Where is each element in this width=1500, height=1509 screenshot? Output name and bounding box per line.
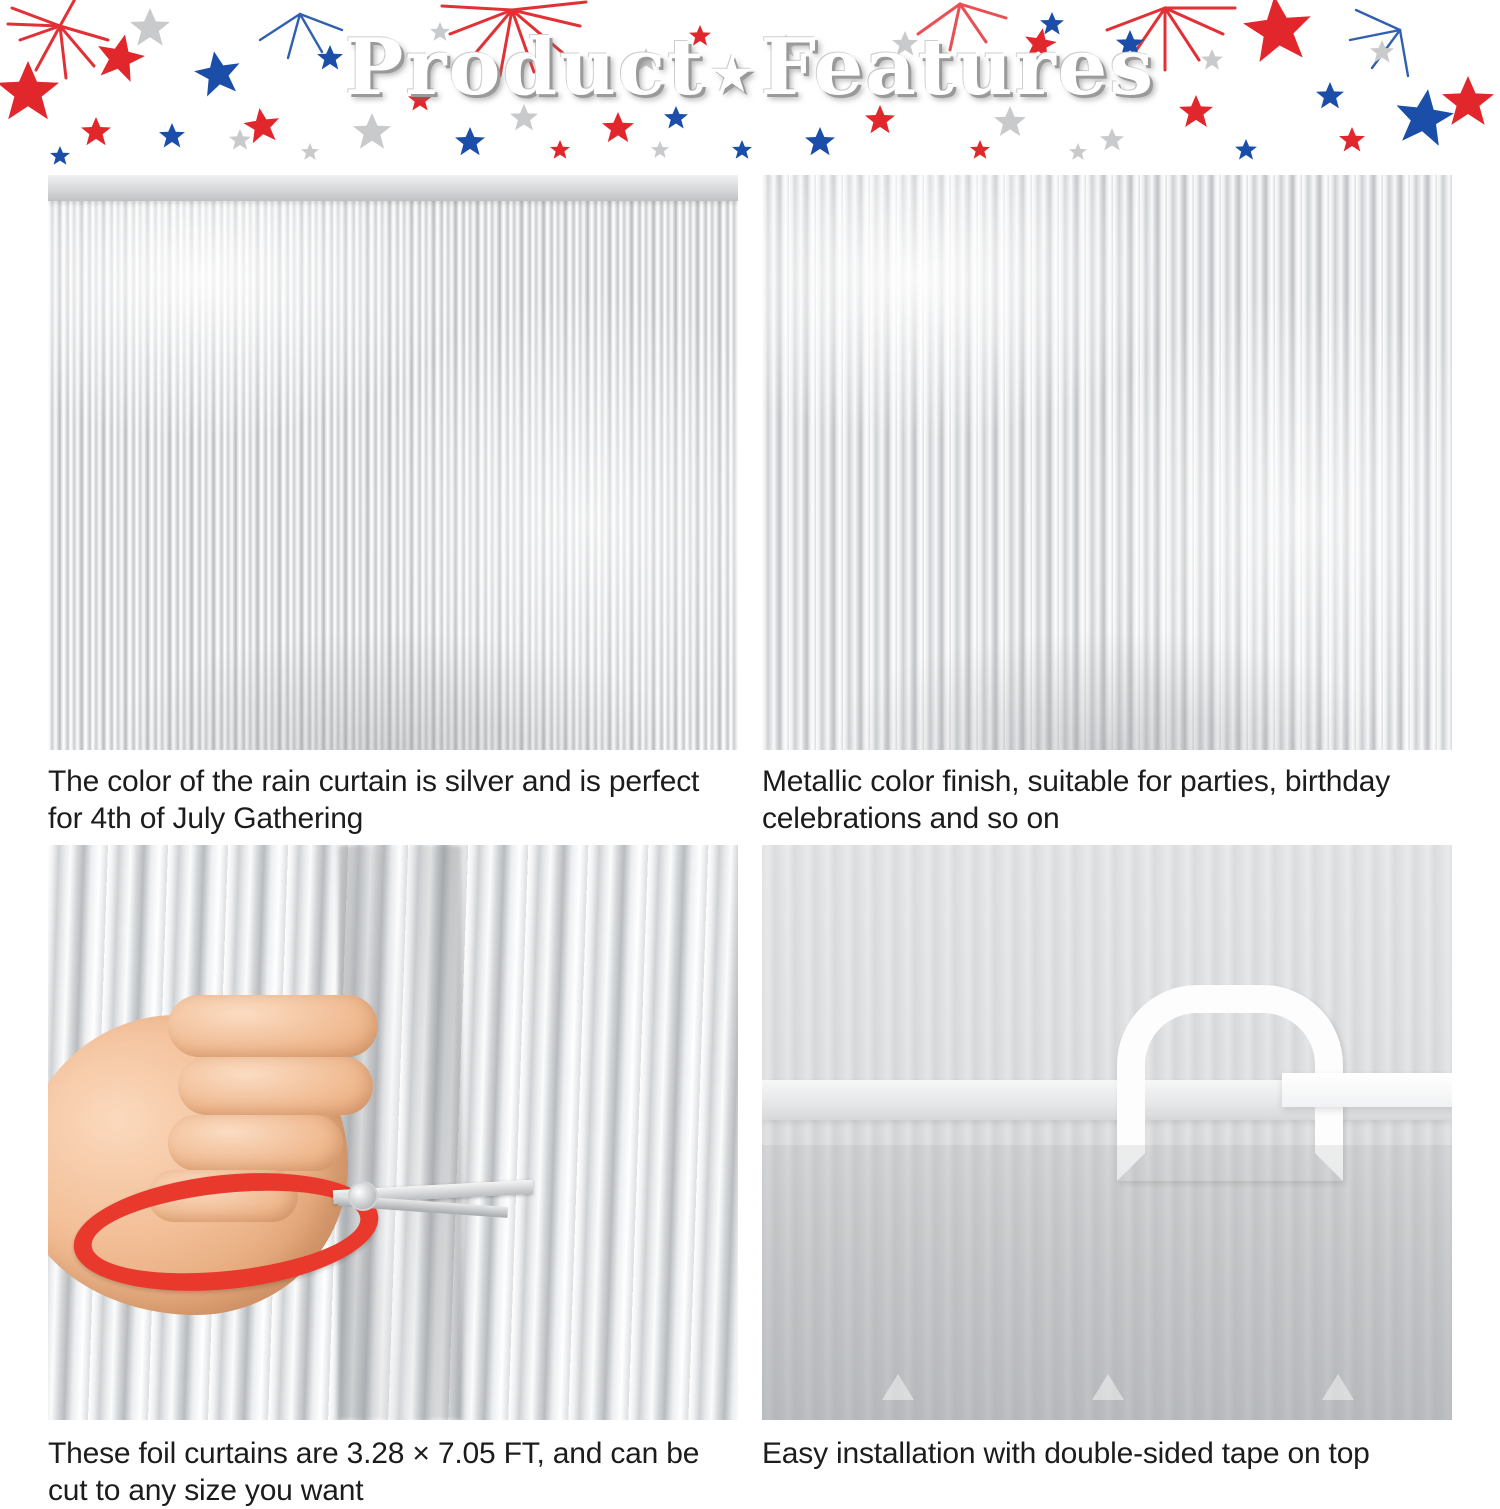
hand-cutting-curtain-with-scissors-photo [48,845,738,1420]
feature-card-cuttable-size [48,845,738,1509]
feature-grid [0,170,1500,1507]
title-star-separator: ★ [711,46,755,101]
feature-caption: Metallic color finish, suitable for parties, birthday celebrations and so on [762,765,1391,835]
feature-caption: The color of the rain curtain is silver and is perfect for 4th of July Gathering [48,765,700,835]
page-title-right: Features [760,22,1156,113]
silver-fringe-curtain-photo [48,175,738,750]
feature-caption: These foil curtains are 3.28 × 7.05 FT, and can be cut to any size you want [48,1437,700,1507]
feature-caption: Easy installation with double-sided tape on top [762,1437,1370,1470]
tape-peel-icon [1117,985,1307,1135]
double-sided-tape-on-curtain-top-photo [762,845,1452,1420]
metallic-fringe-curtain-photo [762,175,1452,750]
page-title [0,22,1500,113]
feature-card-color-silver [48,175,738,837]
header-banner [0,0,1500,170]
page-title-left: Product [344,22,706,113]
feature-card-double-sided-tape [762,845,1452,1473]
feature-card-metallic-finish [762,175,1452,837]
